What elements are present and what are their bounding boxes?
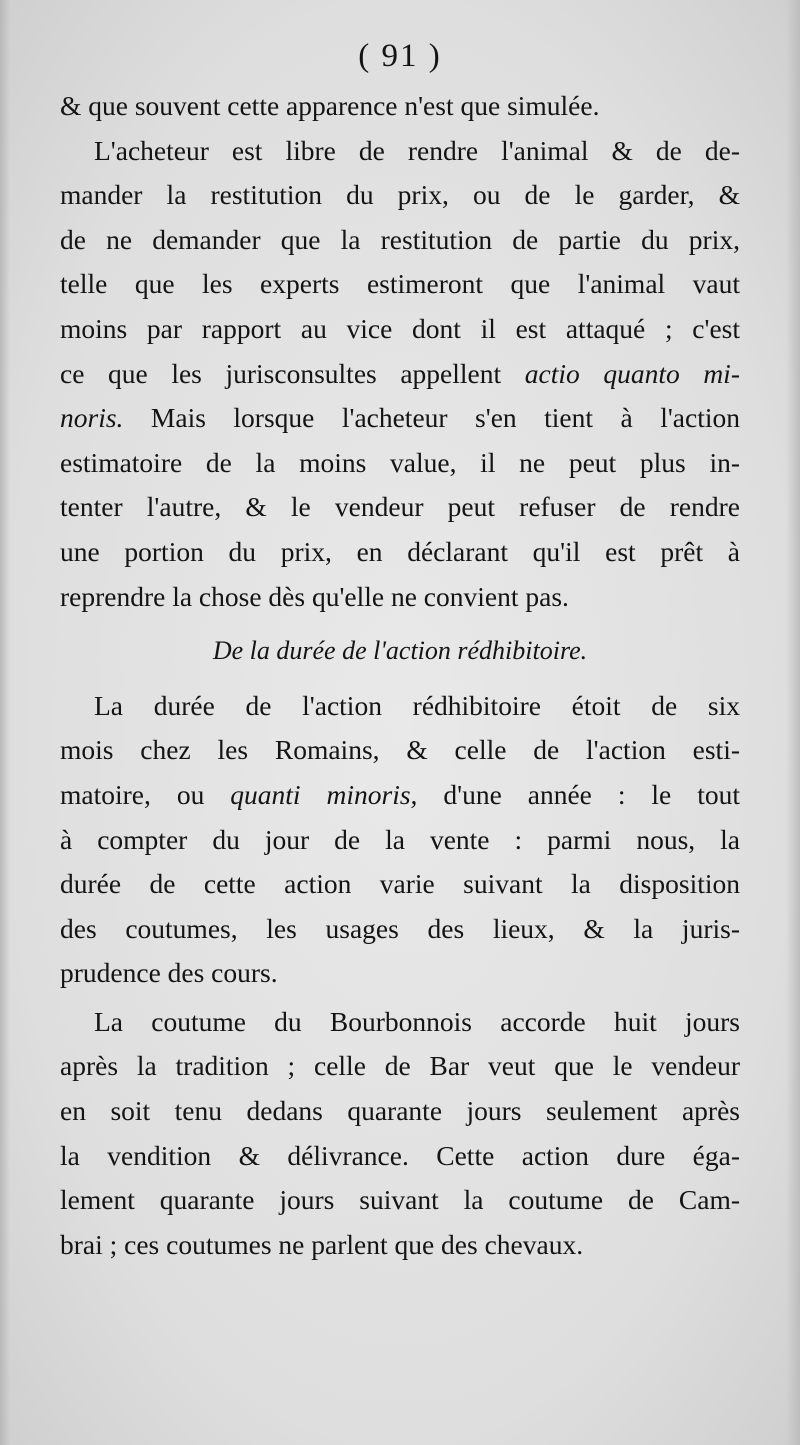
text-line: tenter l'autre, & le vendeur peut refuser de rendre bbox=[60, 491, 740, 523]
text-line: à compter du jour de la vente : parmi nous, la bbox=[60, 823, 740, 855]
latin-term: noris. bbox=[60, 402, 124, 434]
text-line bbox=[60, 352, 740, 397]
text-line bbox=[60, 396, 740, 441]
text-line: une portion du prix, en déclarant qu'il est prêt à bbox=[60, 535, 740, 567]
text-line: moins par rapport au vice dont il est attaqué ; c'est bbox=[60, 312, 740, 344]
text-line: des coutumes, les usages des lieux, & la juris- bbox=[60, 912, 740, 944]
text-line: La durée de l'action rédhibitoire étoit de six bbox=[94, 689, 740, 721]
page-edge-shadow-left bbox=[0, 0, 10, 1445]
text-run: Mais lorsque l'acheteur s'en tient à l'action bbox=[123, 402, 740, 434]
text-line: L'acheteur est libre de rendre l'animal & de de- bbox=[94, 134, 740, 166]
section-heading: De la durée de l'action rédhibitoire. bbox=[212, 636, 588, 666]
text-line: durée de cette action varie suivant la disposition bbox=[60, 868, 740, 900]
text-line: estimatoire de la moins value, il ne peut plus in- bbox=[60, 446, 740, 478]
text-line: lement quarante jours suivant la coutume de Cam- bbox=[60, 1184, 740, 1216]
text-line: de ne demander que la restitution de partie du prix, bbox=[60, 223, 740, 255]
text-line: la vendition & délivrance. Cette action dure éga- bbox=[60, 1139, 740, 1171]
text-line: La coutume du Bourbonnois accorde huit jours bbox=[94, 1005, 740, 1037]
text-run: ce que les jurisconsultes appellent bbox=[60, 357, 525, 389]
latin-term: actio quanto mi- bbox=[524, 357, 740, 389]
text-line: en soit tenu dedans quarante jours seulement après bbox=[60, 1095, 740, 1127]
text-run: matoire, ou bbox=[60, 778, 231, 810]
latin-term: quanti minoris, bbox=[230, 778, 418, 810]
text-line: mander la restitution du prix, ou de le garder, & bbox=[60, 179, 740, 211]
text-line: telle que les experts estimeront que l'animal vaut bbox=[60, 268, 740, 300]
text-run: d'une année : le tout bbox=[417, 778, 740, 810]
body-text bbox=[60, 84, 740, 1267]
page-number: ( 91 ) bbox=[358, 38, 442, 74]
text-line: & que souvent cette apparence n'est que simulée. bbox=[60, 90, 600, 121]
page-edge-shadow-right bbox=[786, 0, 800, 1445]
text-line: après la tradition ; celle de Bar veut que le vendeur bbox=[60, 1050, 740, 1082]
text-line: reprendre la chose dès qu'elle ne convient pas. bbox=[60, 580, 569, 612]
text-line bbox=[60, 773, 740, 818]
text-line: brai ; ces coutumes ne parlent que des chevaux. bbox=[60, 1228, 584, 1260]
text-line: mois chez les Romains, & celle de l'action esti- bbox=[60, 734, 740, 766]
text-line: prudence des cours. bbox=[60, 957, 278, 989]
